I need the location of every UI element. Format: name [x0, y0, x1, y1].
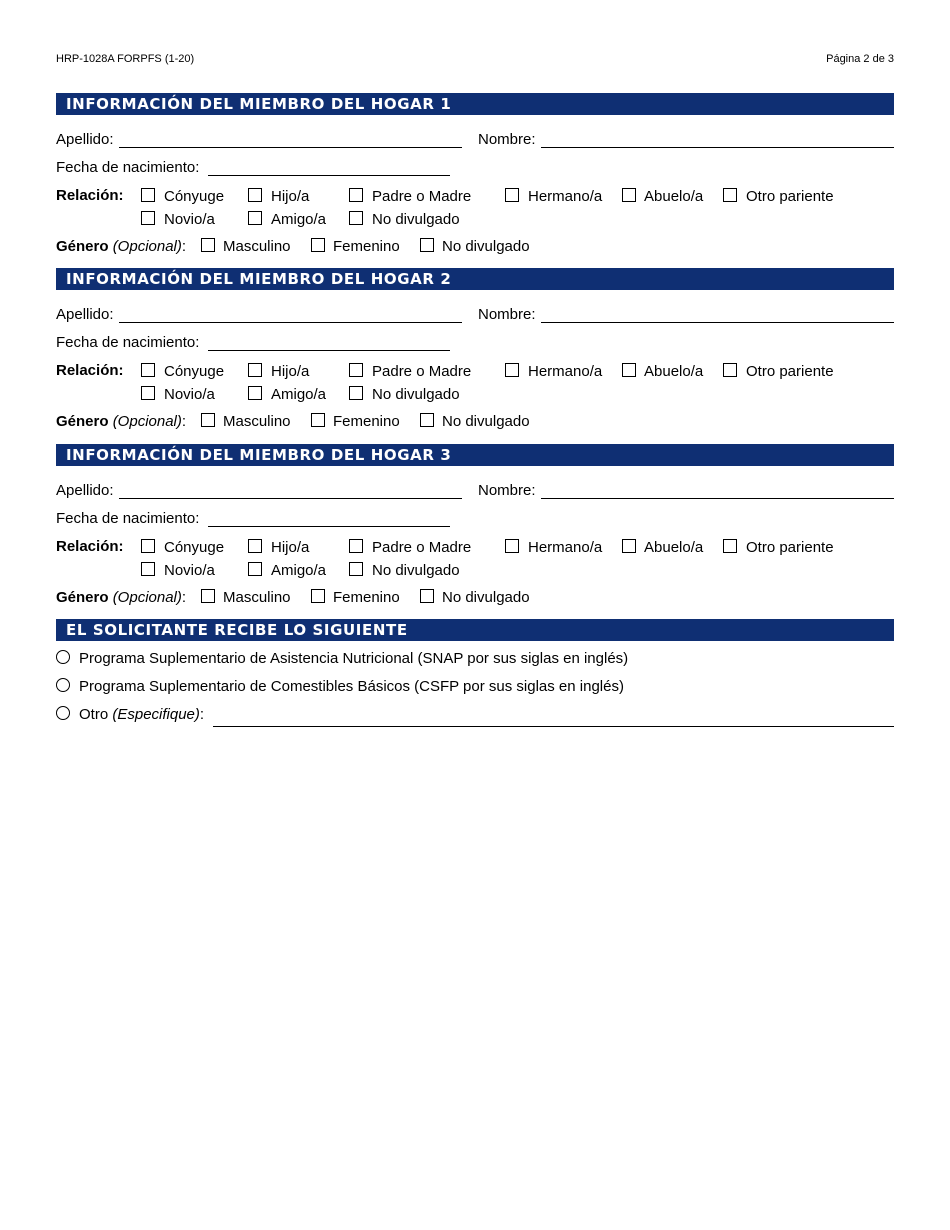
otro-radio[interactable]	[56, 706, 70, 720]
fecha-nacimiento-field[interactable]	[208, 525, 450, 527]
relacion-amigo-a-label: Amigo/a	[271, 211, 327, 228]
relacion-label: Relación:	[56, 187, 124, 204]
genero-femenino-checkbox[interactable]	[311, 413, 325, 427]
relacion-padre-o-madre-label: Padre o Madre	[372, 539, 472, 556]
otro-label-group	[79, 706, 204, 723]
relacion-label: Relación:	[56, 362, 124, 379]
nombre-label: Nombre:	[478, 482, 536, 499]
relacion-hijo-a-label: Hijo/a	[271, 188, 310, 205]
relacion-otro-pariente-checkbox[interactable]	[723, 539, 737, 553]
relacion-novio-a-checkbox[interactable]	[141, 211, 155, 225]
relacion-novio-a-label: Novio/a	[164, 211, 215, 228]
section-title: INFORMACIÓN DEL MIEMBRO DEL HOGAR 2	[56, 268, 894, 290]
relacion-conyuge-label: Cónyuge	[164, 539, 225, 556]
genero-femenino-checkbox[interactable]	[311, 238, 325, 252]
relacion-abuelo-a-label: Abuelo/a	[644, 539, 704, 556]
relacion-amigo-a-label: Amigo/a	[271, 386, 327, 403]
section-title: EL SOLICITANTE RECIBE LO SIGUIENTE	[56, 619, 894, 641]
relacion-label: Relación:	[56, 538, 124, 555]
relacion-novio-a-label: Novio/a	[164, 386, 215, 403]
relacion-amigo-a-checkbox[interactable]	[248, 211, 262, 225]
relacion-hijo-a-label: Hijo/a	[271, 363, 310, 380]
relacion-padre-o-madre-checkbox[interactable]	[349, 188, 363, 202]
genero-label: Género	[56, 413, 109, 430]
genero-masculino-label: Masculino	[223, 413, 291, 430]
fecha-nacimiento-label: Fecha de nacimiento:	[56, 159, 200, 176]
relacion-padre-o-madre-checkbox[interactable]	[349, 539, 363, 553]
relacion-hijo-a-checkbox[interactable]	[248, 188, 262, 202]
otro-field[interactable]	[213, 725, 894, 727]
nombre-field[interactable]	[541, 321, 894, 323]
relacion-abuelo-a-checkbox[interactable]	[622, 363, 636, 377]
nombre-label: Nombre:	[478, 306, 536, 323]
genero-no-divulgado-checkbox[interactable]	[420, 413, 434, 427]
household-member-1-section	[56, 93, 894, 255]
apellido-field[interactable]	[119, 321, 462, 323]
relacion-otro-pariente-label: Otro pariente	[746, 188, 834, 205]
relacion-abuelo-a-checkbox[interactable]	[622, 539, 636, 553]
genero-femenino-label: Femenino	[333, 238, 400, 255]
relacion-amigo-a-checkbox[interactable]	[248, 386, 262, 400]
relacion-otro-pariente-label: Otro pariente	[746, 539, 834, 556]
relacion-padre-o-madre-label: Padre o Madre	[372, 363, 472, 380]
household-member-3-section	[56, 444, 894, 606]
genero-masculino-checkbox[interactable]	[201, 238, 215, 252]
relacion-conyuge-checkbox[interactable]	[141, 539, 155, 553]
relacion-abuelo-a-label: Abuelo/a	[644, 188, 704, 205]
relacion-amigo-a-label: Amigo/a	[271, 562, 327, 579]
fecha-nacimiento-label: Fecha de nacimiento:	[56, 334, 200, 351]
genero-no-divulgado-label: No divulgado	[442, 238, 530, 255]
relacion-hijo-a-label: Hijo/a	[271, 539, 310, 556]
relacion-hermano-a-label: Hermano/a	[528, 363, 603, 380]
relacion-hermano-a-checkbox[interactable]	[505, 539, 519, 553]
genero-label-group	[56, 589, 186, 606]
fecha-nacimiento-field[interactable]	[208, 349, 450, 351]
genero-colon: :	[181, 413, 187, 430]
nombre-field[interactable]	[541, 146, 894, 148]
relacion-no-divulgado-label: No divulgado	[372, 562, 460, 579]
genero-colon: :	[181, 589, 187, 606]
relacion-hermano-a-checkbox[interactable]	[505, 363, 519, 377]
genero-masculino-label: Masculino	[223, 238, 291, 255]
genero-optional: (Opcional)	[112, 589, 182, 606]
relacion-otro-pariente-label: Otro pariente	[746, 363, 834, 380]
genero-no-divulgado-label: No divulgado	[442, 589, 530, 606]
relacion-novio-a-checkbox[interactable]	[141, 562, 155, 576]
genero-no-divulgado-label: No divulgado	[442, 413, 530, 430]
nombre-label: Nombre:	[478, 131, 536, 148]
apellido-label: Apellido:	[56, 306, 114, 323]
genero-optional: (Opcional)	[112, 238, 182, 255]
relacion-padre-o-madre-checkbox[interactable]	[349, 363, 363, 377]
apellido-field[interactable]	[119, 497, 462, 499]
genero-femenino-checkbox[interactable]	[311, 589, 325, 603]
genero-label: Género	[56, 238, 109, 255]
apellido-field[interactable]	[119, 146, 462, 148]
relacion-hermano-a-label: Hermano/a	[528, 188, 603, 205]
fecha-nacimiento-label: Fecha de nacimiento:	[56, 510, 200, 527]
section-title: INFORMACIÓN DEL MIEMBRO DEL HOGAR 1	[56, 93, 894, 115]
fecha-nacimiento-field[interactable]	[208, 174, 450, 176]
form-id: HRP-1028A FORPFS (1-20)	[56, 53, 195, 65]
relacion-conyuge-checkbox[interactable]	[141, 363, 155, 377]
csfp-radio[interactable]	[56, 678, 70, 692]
relacion-otro-pariente-checkbox[interactable]	[723, 188, 737, 202]
genero-label-group	[56, 238, 186, 255]
apellido-label: Apellido:	[56, 131, 114, 148]
page-number: Página 2 de 3	[826, 53, 894, 65]
relacion-hermano-a-checkbox[interactable]	[505, 188, 519, 202]
genero-label-group	[56, 413, 186, 430]
relacion-abuelo-a-checkbox[interactable]	[622, 188, 636, 202]
relacion-no-divulgado-checkbox[interactable]	[349, 386, 363, 400]
relacion-novio-a-checkbox[interactable]	[141, 386, 155, 400]
relacion-conyuge-checkbox[interactable]	[141, 188, 155, 202]
csfp-label: Programa Suplementario de Comestibles Básicos (CSFP por sus siglas en inglés)	[79, 678, 624, 695]
genero-masculino-checkbox[interactable]	[201, 589, 215, 603]
relacion-no-divulgado-label: No divulgado	[372, 211, 460, 228]
relacion-no-divulgado-checkbox[interactable]	[349, 211, 363, 225]
genero-no-divulgado-checkbox[interactable]	[420, 238, 434, 252]
relacion-novio-a-label: Novio/a	[164, 562, 215, 579]
benefits-section	[56, 619, 894, 723]
otro-label: Otro	[79, 706, 109, 723]
otro-specify: (Especifique)	[112, 706, 200, 723]
relacion-no-divulgado-checkbox[interactable]	[349, 562, 363, 576]
relacion-no-divulgado-label: No divulgado	[372, 386, 460, 403]
otro-colon: :	[199, 706, 205, 723]
nombre-field[interactable]	[541, 497, 894, 499]
household-member-2-section	[56, 268, 894, 430]
relacion-hijo-a-checkbox[interactable]	[248, 363, 262, 377]
relacion-abuelo-a-label: Abuelo/a	[644, 363, 704, 380]
genero-colon: :	[181, 238, 187, 255]
snap-label: Programa Suplementario de Asistencia Nutricional (SNAP por sus siglas en inglés)	[79, 650, 629, 667]
genero-femenino-label: Femenino	[333, 413, 400, 430]
genero-optional: (Opcional)	[112, 413, 182, 430]
relacion-conyuge-label: Cónyuge	[164, 363, 225, 380]
relacion-amigo-a-checkbox[interactable]	[248, 562, 262, 576]
genero-no-divulgado-checkbox[interactable]	[420, 589, 434, 603]
snap-radio[interactable]	[56, 650, 70, 664]
relacion-otro-pariente-checkbox[interactable]	[723, 363, 737, 377]
apellido-label: Apellido:	[56, 482, 114, 499]
relacion-conyuge-label: Cónyuge	[164, 188, 225, 205]
genero-femenino-label: Femenino	[333, 589, 400, 606]
relacion-hermano-a-label: Hermano/a	[528, 539, 603, 556]
genero-masculino-label: Masculino	[223, 589, 291, 606]
section-title: INFORMACIÓN DEL MIEMBRO DEL HOGAR 3	[56, 444, 894, 466]
genero-masculino-checkbox[interactable]	[201, 413, 215, 427]
genero-label: Género	[56, 589, 109, 606]
relacion-hijo-a-checkbox[interactable]	[248, 539, 262, 553]
relacion-padre-o-madre-label: Padre o Madre	[372, 188, 472, 205]
